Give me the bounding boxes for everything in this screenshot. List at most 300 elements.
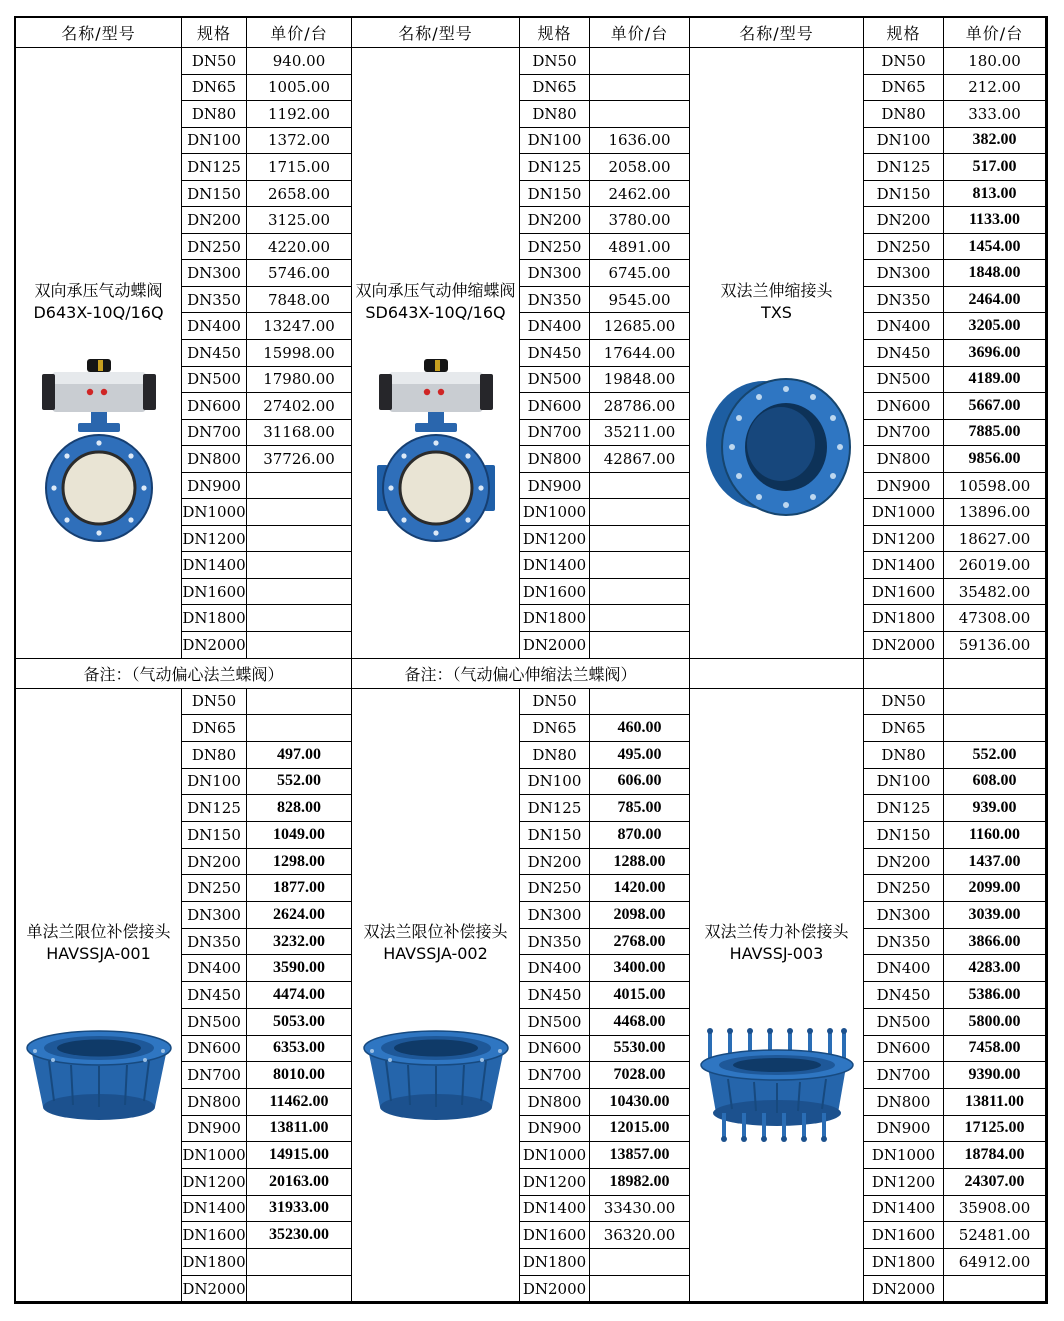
spec-cell: DN2000: [864, 1276, 944, 1303]
product-name-line1: 双法兰伸缩接头: [720, 281, 833, 300]
price-cell: 4891.00: [590, 234, 690, 261]
price-cell: 517.00: [944, 154, 1046, 181]
price-cell: 10430.00: [590, 1089, 690, 1116]
spec-cell: DN700: [520, 420, 590, 447]
price-cell: 17644.00: [590, 340, 690, 367]
price-cell: [247, 715, 352, 742]
spec-cell: DN200: [864, 207, 944, 234]
spec-cell: DN125: [520, 154, 590, 181]
price-cell: 42867.00: [590, 446, 690, 473]
spec-cell: DN150: [182, 181, 247, 208]
price-cell: 31933.00: [247, 1196, 352, 1223]
spec-cell: DN800: [520, 446, 590, 473]
price-cell: 5386.00: [944, 982, 1046, 1009]
spec-cell: DN900: [520, 473, 590, 500]
price-cell: 4015.00: [590, 982, 690, 1009]
remark-empty-cell: [944, 659, 1046, 689]
price-cell: 11462.00: [247, 1089, 352, 1116]
price-cell: [247, 473, 352, 500]
product-name-line1: 双法兰传力补偿接头: [704, 921, 849, 941]
spec-cell: DN350: [864, 929, 944, 956]
spec-cell: DN350: [520, 929, 590, 956]
price-cell: 6353.00: [247, 1036, 352, 1063]
price-cell: 1288.00: [590, 849, 690, 876]
price-cell: [590, 101, 690, 128]
spec-cell: DN400: [520, 313, 590, 340]
spec-cell: DN1600: [520, 579, 590, 606]
spec-cell: DN350: [864, 287, 944, 314]
spec-cell: DN125: [182, 795, 247, 822]
spec-cell: DN200: [520, 849, 590, 876]
price-cell: 606.00: [590, 769, 690, 796]
spec-cell: DN700: [182, 420, 247, 447]
price-cell: [247, 632, 352, 659]
price-cell: 828.00: [247, 795, 352, 822]
price-cell: 1133.00: [944, 207, 1046, 234]
spec-cell: DN2000: [520, 632, 590, 659]
price-cell: 18982.00: [590, 1169, 690, 1196]
price-cell: [590, 579, 690, 606]
price-cell: 18784.00: [944, 1142, 1046, 1169]
spec-cell: DN1200: [182, 526, 247, 553]
product-name-line2: SD643X-10Q/16Q: [365, 303, 506, 323]
spec-cell: DN600: [864, 1036, 944, 1063]
price-cell: [590, 48, 690, 75]
spec-cell: DN900: [864, 473, 944, 500]
price-cell: 2658.00: [247, 181, 352, 208]
price-cell: [944, 1276, 1046, 1303]
price-cell: 31168.00: [247, 420, 352, 447]
price-cell: 1877.00: [247, 875, 352, 902]
col-header-price: 单价/台: [590, 18, 690, 48]
spec-cell: DN900: [182, 1116, 247, 1143]
spec-cell: DN50: [182, 48, 247, 75]
spec-cell: DN700: [182, 1062, 247, 1089]
pneumatic-butterfly-valve-image: [40, 359, 158, 545]
product-photo: [377, 359, 495, 545]
spec-cell: DN400: [182, 955, 247, 982]
price-cell: [247, 605, 352, 632]
price-table: [14, 16, 1048, 1304]
remark-cell: 备注：（气动偏心伸缩法兰蝶阀）: [352, 659, 690, 689]
price-cell: 12685.00: [590, 313, 690, 340]
spec-cell: DN100: [520, 128, 590, 155]
price-cell: 2462.00: [590, 181, 690, 208]
price-cell: 2058.00: [590, 154, 690, 181]
spec-cell: DN450: [520, 982, 590, 1009]
price-cell: [247, 579, 352, 606]
spec-cell: DN300: [182, 260, 247, 287]
spec-cell: DN500: [864, 367, 944, 394]
spec-cell: DN200: [520, 207, 590, 234]
spec-cell: DN150: [520, 181, 590, 208]
spec-cell: DN500: [864, 1009, 944, 1036]
spec-cell: DN1600: [182, 579, 247, 606]
price-cell: 4283.00: [944, 955, 1046, 982]
spec-cell: DN250: [182, 234, 247, 261]
price-cell: 8010.00: [247, 1062, 352, 1089]
price-cell: 5530.00: [590, 1036, 690, 1063]
spec-cell: DN1000: [864, 499, 944, 526]
price-cell: 1160.00: [944, 822, 1046, 849]
spec-cell: DN125: [864, 154, 944, 181]
col-header-price: 单价/台: [247, 18, 352, 48]
spec-cell: DN80: [864, 101, 944, 128]
spec-cell: DN800: [182, 446, 247, 473]
price-cell: [247, 552, 352, 579]
price-cell: 813.00: [944, 181, 1046, 208]
price-cell: 1372.00: [247, 128, 352, 155]
spec-cell: DN65: [520, 75, 590, 102]
price-cell: [590, 605, 690, 632]
spec-cell: DN800: [182, 1089, 247, 1116]
price-cell: 19848.00: [590, 367, 690, 394]
col-header-name: 名称/型号: [690, 18, 864, 48]
spec-cell: DN600: [520, 1036, 590, 1063]
price-cell: 13811.00: [944, 1089, 1046, 1116]
remark-empty-cell: [864, 659, 944, 689]
price-cell: [590, 499, 690, 526]
spec-cell: DN1000: [182, 1142, 247, 1169]
product-name-cell: [16, 689, 182, 1303]
price-cell: 2099.00: [944, 875, 1046, 902]
price-cell: 4189.00: [944, 367, 1046, 394]
price-cell: 13811.00: [247, 1116, 352, 1143]
spec-cell: DN1800: [520, 1249, 590, 1276]
spec-cell: DN450: [182, 982, 247, 1009]
price-cell: 382.00: [944, 128, 1046, 155]
spec-cell: DN1800: [864, 1249, 944, 1276]
price-cell: [590, 526, 690, 553]
price-cell: [590, 552, 690, 579]
price-cell: 35482.00: [944, 579, 1046, 606]
spec-cell: DN80: [520, 742, 590, 769]
spec-cell: DN1600: [864, 1222, 944, 1249]
price-cell: 17980.00: [247, 367, 352, 394]
spec-cell: DN600: [520, 393, 590, 420]
spec-cell: DN1000: [182, 499, 247, 526]
spec-cell: DN400: [520, 955, 590, 982]
price-cell: [247, 526, 352, 553]
spec-cell: DN1800: [520, 605, 590, 632]
price-cell: 7885.00: [944, 420, 1046, 447]
product-name-line1: 双向承压气动蝶阀: [34, 281, 163, 300]
spec-cell: DN400: [864, 313, 944, 340]
price-cell: 3866.00: [944, 929, 1046, 956]
price-cell: 35908.00: [944, 1196, 1046, 1223]
price-cell: [944, 689, 1046, 716]
spec-cell: DN900: [520, 1116, 590, 1143]
product-photo: [23, 1027, 175, 1123]
spec-cell: DN250: [864, 875, 944, 902]
double-flange-expansion-joint-image: [702, 359, 852, 531]
spec-cell: DN100: [520, 769, 590, 796]
spec-cell: DN1200: [182, 1169, 247, 1196]
price-cell: 1848.00: [944, 260, 1046, 287]
spec-cell: DN500: [182, 1009, 247, 1036]
spec-cell: DN700: [864, 1062, 944, 1089]
price-cell: 3205.00: [944, 313, 1046, 340]
price-cell: 9545.00: [590, 287, 690, 314]
spec-cell: DN700: [520, 1062, 590, 1089]
price-cell: 785.00: [590, 795, 690, 822]
price-cell: 7028.00: [590, 1062, 690, 1089]
spec-cell: DN600: [182, 1036, 247, 1063]
price-cell: 2098.00: [590, 902, 690, 929]
spec-cell: DN2000: [182, 632, 247, 659]
price-cell: 47308.00: [944, 605, 1046, 632]
spec-cell: DN125: [864, 795, 944, 822]
spec-cell: DN50: [182, 689, 247, 716]
col-header-spec: 规格: [520, 18, 590, 48]
product-name-line1: 双法兰限位补偿接头: [363, 921, 508, 941]
price-cell: 3696.00: [944, 340, 1046, 367]
price-cell: 1192.00: [247, 101, 352, 128]
price-cell: 3590.00: [247, 955, 352, 982]
price-cell: 35211.00: [590, 420, 690, 447]
price-cell: 64912.00: [944, 1249, 1046, 1276]
spec-cell: DN65: [182, 715, 247, 742]
spec-cell: DN1800: [182, 1249, 247, 1276]
price-cell: 1454.00: [944, 234, 1046, 261]
product-name-cell: [690, 48, 864, 659]
price-cell: [247, 689, 352, 716]
price-cell: 608.00: [944, 769, 1046, 796]
price-cell: 9856.00: [944, 446, 1046, 473]
spec-cell: DN250: [520, 234, 590, 261]
spec-cell: DN800: [520, 1089, 590, 1116]
price-cell: 460.00: [590, 715, 690, 742]
price-cell: 5053.00: [247, 1009, 352, 1036]
spec-cell: DN300: [864, 260, 944, 287]
spec-cell: DN1200: [520, 526, 590, 553]
price-cell: 940.00: [247, 48, 352, 75]
spec-cell: DN1600: [520, 1222, 590, 1249]
product-name-line2: HAVSSJA-001: [46, 943, 151, 963]
spec-cell: DN80: [182, 101, 247, 128]
spec-cell: DN900: [182, 473, 247, 500]
remark-empty-cell: [690, 659, 864, 689]
product-photo: [694, 1027, 860, 1145]
price-cell: 2768.00: [590, 929, 690, 956]
col-header-name: 名称/型号: [352, 18, 520, 48]
product-name-line2: D643X-10Q/16Q: [33, 303, 164, 323]
product-name-cell: [690, 689, 864, 1303]
double-flange-compensator-joint-image: [360, 1027, 512, 1123]
price-cell: 26019.00: [944, 552, 1046, 579]
price-cell: 18627.00: [944, 526, 1046, 553]
price-cell: 180.00: [944, 48, 1046, 75]
price-cell: 13857.00: [590, 1142, 690, 1169]
spec-cell: DN200: [182, 849, 247, 876]
spec-cell: DN900: [864, 1116, 944, 1143]
spec-cell: DN125: [182, 154, 247, 181]
spec-cell: DN300: [864, 902, 944, 929]
spec-cell: DN400: [182, 313, 247, 340]
spec-cell: DN1400: [864, 552, 944, 579]
spec-cell: DN150: [182, 822, 247, 849]
spec-cell: DN100: [864, 769, 944, 796]
spec-cell: DN200: [864, 849, 944, 876]
spec-cell: DN1000: [520, 499, 590, 526]
price-cell: 33430.00: [590, 1196, 690, 1223]
product-name-line2: TXS: [761, 303, 792, 323]
price-cell: 333.00: [944, 101, 1046, 128]
price-cell: 12015.00: [590, 1116, 690, 1143]
spec-cell: DN450: [182, 340, 247, 367]
price-cell: 1715.00: [247, 154, 352, 181]
price-cell: [944, 715, 1046, 742]
price-cell: 2464.00: [944, 287, 1046, 314]
price-cell: 5667.00: [944, 393, 1046, 420]
price-cell: [247, 1249, 352, 1276]
spec-cell: DN1200: [864, 526, 944, 553]
spec-cell: DN500: [520, 367, 590, 394]
price-cell: [590, 1276, 690, 1303]
price-cell: 497.00: [247, 742, 352, 769]
spec-cell: DN65: [520, 715, 590, 742]
spec-cell: DN2000: [864, 632, 944, 659]
spec-cell: DN300: [182, 902, 247, 929]
col-header-spec: 规格: [864, 18, 944, 48]
price-cell: 4468.00: [590, 1009, 690, 1036]
spec-cell: DN65: [864, 75, 944, 102]
price-cell: 9390.00: [944, 1062, 1046, 1089]
spec-cell: DN65: [864, 715, 944, 742]
price-cell: [590, 689, 690, 716]
price-cell: 7458.00: [944, 1036, 1046, 1063]
price-cell: 24307.00: [944, 1169, 1046, 1196]
spec-cell: DN600: [864, 393, 944, 420]
spec-cell: DN50: [520, 689, 590, 716]
product-name-cell: [16, 48, 182, 659]
price-cell: [590, 1249, 690, 1276]
spec-cell: DN65: [182, 75, 247, 102]
spec-cell: DN250: [864, 234, 944, 261]
double-flange-force-transfer-joint-image: [694, 1027, 860, 1145]
price-cell: [590, 632, 690, 659]
price-cell: 2624.00: [247, 902, 352, 929]
spec-cell: DN80: [182, 742, 247, 769]
product-name-line1: 单法兰限位补偿接头: [26, 921, 171, 941]
spec-cell: DN1200: [864, 1169, 944, 1196]
spec-cell: DN50: [864, 48, 944, 75]
spec-cell: DN450: [864, 982, 944, 1009]
price-cell: 13896.00: [944, 499, 1046, 526]
spec-cell: DN1600: [182, 1222, 247, 1249]
price-cell: 3400.00: [590, 955, 690, 982]
spec-cell: DN350: [182, 287, 247, 314]
price-cell: 52481.00: [944, 1222, 1046, 1249]
spec-cell: DN300: [520, 260, 590, 287]
spec-cell: DN800: [864, 1089, 944, 1116]
spec-cell: DN600: [182, 393, 247, 420]
price-cell: 59136.00: [944, 632, 1046, 659]
price-cell: 1298.00: [247, 849, 352, 876]
price-cell: [590, 75, 690, 102]
price-cell: 36320.00: [590, 1222, 690, 1249]
price-cell: 3780.00: [590, 207, 690, 234]
price-cell: 17125.00: [944, 1116, 1046, 1143]
price-cell: 1437.00: [944, 849, 1046, 876]
spec-cell: DN450: [520, 340, 590, 367]
price-cell: 15998.00: [247, 340, 352, 367]
product-photo: [702, 359, 852, 531]
price-cell: [247, 1276, 352, 1303]
spec-cell: DN1000: [864, 1142, 944, 1169]
product-name-cell: [352, 48, 520, 659]
price-cell: 3125.00: [247, 207, 352, 234]
price-cell: 870.00: [590, 822, 690, 849]
price-cell: 28786.00: [590, 393, 690, 420]
spec-cell: DN125: [520, 795, 590, 822]
product-photo: [360, 1027, 512, 1123]
spec-cell: DN150: [864, 181, 944, 208]
price-cell: 4220.00: [247, 234, 352, 261]
col-header-name: 名称/型号: [16, 18, 182, 48]
price-cell: 37726.00: [247, 446, 352, 473]
price-cell: 5800.00: [944, 1009, 1046, 1036]
spec-cell: DN250: [182, 875, 247, 902]
spec-cell: DN50: [864, 689, 944, 716]
spec-cell: DN800: [864, 446, 944, 473]
price-cell: 1005.00: [247, 75, 352, 102]
price-cell: [590, 473, 690, 500]
product-name-line2: HAVSSJ-003: [729, 943, 824, 963]
spec-cell: DN100: [864, 128, 944, 155]
spec-cell: DN700: [864, 420, 944, 447]
spec-cell: DN1400: [182, 1196, 247, 1223]
price-cell: 495.00: [590, 742, 690, 769]
price-cell: 13247.00: [247, 313, 352, 340]
spec-cell: DN1400: [520, 552, 590, 579]
spec-cell: DN2000: [182, 1276, 247, 1303]
single-flange-compensator-joint-image: [23, 1027, 175, 1123]
price-cell: 1420.00: [590, 875, 690, 902]
spec-cell: DN150: [864, 822, 944, 849]
spec-cell: DN500: [520, 1009, 590, 1036]
price-cell: 552.00: [247, 769, 352, 796]
spec-cell: DN1400: [182, 552, 247, 579]
spec-cell: DN1600: [864, 579, 944, 606]
spec-cell: DN1200: [520, 1169, 590, 1196]
price-cell: 552.00: [944, 742, 1046, 769]
price-cell: 1636.00: [590, 128, 690, 155]
price-cell: 212.00: [944, 75, 1046, 102]
remark-cell: 备注：（气动偏心法兰蝶阀）: [16, 659, 352, 689]
price-cell: 20163.00: [247, 1169, 352, 1196]
product-photo: [40, 359, 158, 545]
price-cell: 3039.00: [944, 902, 1046, 929]
spec-cell: DN1400: [864, 1196, 944, 1223]
spec-cell: DN250: [520, 875, 590, 902]
spec-cell: DN400: [864, 955, 944, 982]
spec-cell: DN80: [864, 742, 944, 769]
price-cell: 35230.00: [247, 1222, 352, 1249]
spec-cell: DN350: [182, 929, 247, 956]
price-cell: 7848.00: [247, 287, 352, 314]
spec-cell: DN450: [864, 340, 944, 367]
price-cell: 1049.00: [247, 822, 352, 849]
product-name-line1: 双向承压气动伸缩蝶阀: [355, 281, 516, 300]
price-cell: 27402.00: [247, 393, 352, 420]
spec-cell: DN1400: [520, 1196, 590, 1223]
pneumatic-telescopic-butterfly-valve-image: [377, 359, 495, 545]
spec-cell: DN50: [520, 48, 590, 75]
spec-cell: DN200: [182, 207, 247, 234]
spec-cell: DN500: [182, 367, 247, 394]
price-cell: 939.00: [944, 795, 1046, 822]
